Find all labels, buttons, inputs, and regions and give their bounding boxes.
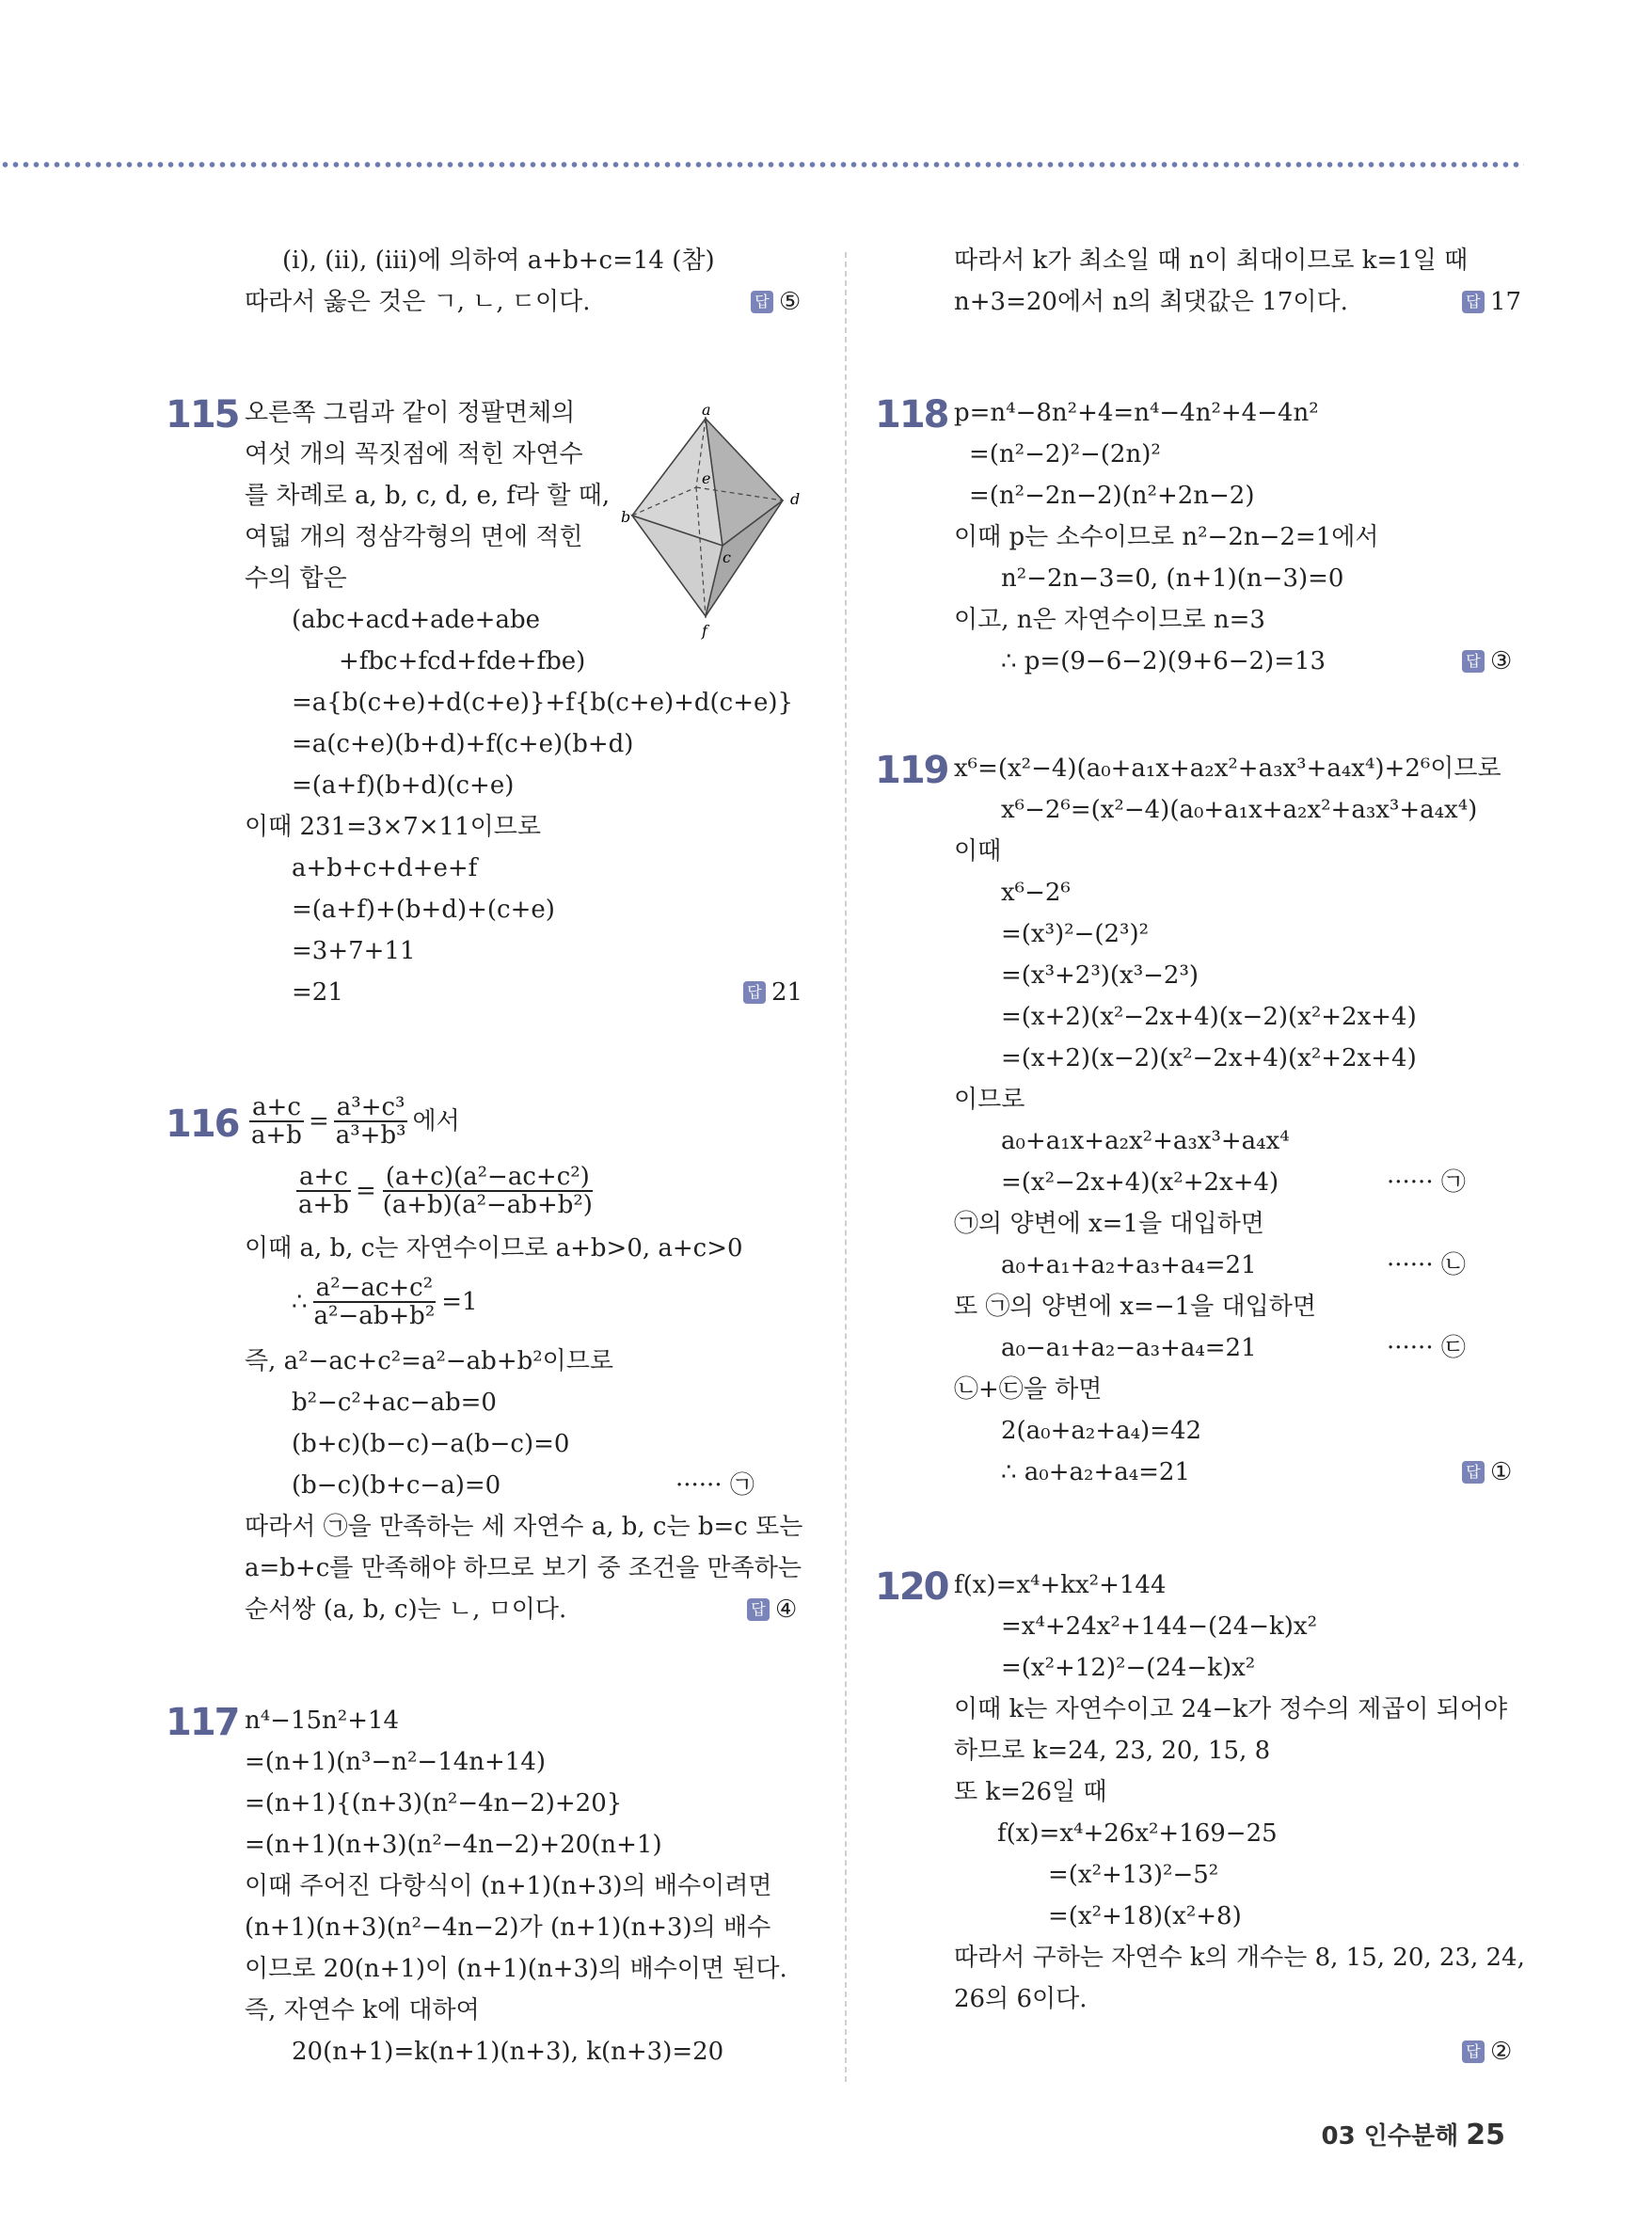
text-line: 이때	[954, 837, 1002, 865]
text-line: ㉡+㉢을 하면	[954, 1375, 1103, 1404]
vertex-label-d: d	[790, 490, 801, 508]
fraction	[295, 1164, 352, 1218]
page-footer	[1322, 2117, 1505, 2152]
text-line: =(n²−2)²−(2n)²	[969, 440, 1161, 468]
text-line: b²−c²+ac−ab=0	[292, 1389, 497, 1417]
text-line: a=b+c를 만족해야 하므로 보기 중 조건을 만족하는	[245, 1554, 802, 1582]
text-line: 따라서 옳은 것은 ㄱ, ㄴ, ㄷ이다.	[245, 288, 591, 316]
answer-label: 답	[1462, 1461, 1485, 1484]
text-line: 또 ㉠의 양변에 x=−1을 대입하면	[954, 1293, 1316, 1321]
text-line: 이고, n은 자연수이므로 n=3	[954, 606, 1265, 634]
text-line: (n+1)(n+3)(n²−4n−2)가 (n+1)(n+3)의 배수	[245, 1913, 771, 1942]
octahedron-diagram	[621, 405, 828, 649]
text-line: x⁶−2⁶	[1001, 879, 1071, 907]
answer-value: 21	[771, 978, 803, 1007]
page-number: 25	[1466, 2119, 1505, 2152]
text-line: a₀+a₁x+a₂x²+a₃x³+a₄x⁴	[1001, 1127, 1290, 1155]
text-line: 이므로 20(n+1)이 (n+1)(n+3)의 배수이면 된다.	[245, 1955, 787, 1983]
text-line: x⁶=(x²−4)(a₀+a₁x+a₂x²+a₃x³+a₄x⁴)+2⁶이므로	[954, 754, 1501, 783]
answer-label: 답	[1462, 291, 1485, 313]
text-line: =(x³)²−(2³)²	[1001, 920, 1150, 948]
answer-label: 답	[1462, 2040, 1485, 2063]
fraction	[248, 1094, 305, 1149]
answer-label: 답	[747, 1598, 770, 1621]
problem-number: 119	[875, 749, 948, 792]
text-line: 여덟 개의 정삼각형의 면에 적힌	[245, 523, 583, 551]
text-line: =x⁴+24x²+144−(24−k)x²	[1001, 1612, 1318, 1641]
text-line: =a(c+e)(b+d)+f(c+e)(b+d)	[292, 730, 634, 758]
text-line: ∴ a₀+a₂+a₄=21	[1001, 1458, 1191, 1486]
problem-number: 117	[166, 1701, 239, 1744]
text-line: =(x³+2³)(x³−2³)	[1001, 961, 1199, 990]
answer-value: ④	[775, 1596, 798, 1624]
answer-label: 답	[743, 981, 766, 1004]
denominator: a³+b³	[335, 1121, 406, 1150]
text-line: +fbc+fcd+fde+fbe)	[339, 647, 586, 675]
answer-value: ⑤	[779, 288, 802, 316]
text-line: =(a+f)(b+d)(c+e)	[292, 771, 515, 800]
answer-value: ②	[1490, 2038, 1513, 2066]
text-line: n⁴−15n²+14	[245, 1707, 400, 1735]
text-line: =(n²−2n−2)(n²+2n−2)	[969, 482, 1255, 510]
problem-number: 120	[875, 1565, 948, 1609]
text-line: =(x²+13)²−5²	[1048, 1861, 1219, 1889]
answer-value: 17	[1490, 288, 1522, 316]
answer-badge	[1462, 647, 1512, 675]
text-line: 순서쌍 (a, b, c)는 ㄴ, ㅁ이다.	[245, 1596, 567, 1624]
text-tail: 에서	[412, 1107, 460, 1135]
numerator: a+c	[296, 1164, 351, 1192]
text-line: ∴ p=(9−6−2)(9+6−2)=13	[1001, 647, 1326, 675]
text-line: 즉, a²−ac+c²=a²−ab+b²이므로	[245, 1347, 614, 1375]
text-line: =(n+1)(n³−n²−14n+14)	[245, 1748, 547, 1776]
vertex-label-c: c	[723, 548, 731, 566]
answer-label: 답	[751, 291, 773, 313]
text-line: a₀−a₁+a₂−a₃+a₄=21	[1001, 1334, 1257, 1362]
vertex-label-f: f	[702, 622, 707, 640]
text-line: 따라서 k가 최소일 때 n이 최대이므로 k=1일 때	[954, 246, 1469, 275]
fraction-line	[245, 1095, 460, 1148]
equals-sign: =	[355, 1177, 376, 1205]
text-line: =(n+1){(n+3)(n²−4n−2)+20}	[245, 1789, 623, 1818]
text-line: 를 차례로 a, b, c, d, e, f라 할 때,	[245, 482, 611, 510]
column-divider	[845, 252, 847, 2082]
answer-value: ①	[1490, 1458, 1513, 1486]
text-line: (abc+acd+ade+abe	[292, 606, 540, 634]
text-line: 이때 k는 자연수이고 24−k가 정수의 제곱이 되어야	[954, 1695, 1508, 1723]
fraction-line	[292, 1276, 478, 1328]
answer-badge	[1462, 2038, 1512, 2066]
numerator: a²−ac+c²	[313, 1275, 437, 1303]
problem-number: 118	[875, 393, 948, 437]
equals-sign: =	[308, 1107, 329, 1135]
text-line: 26의 6이다.	[954, 1985, 1088, 2013]
text-line: 즉, 자연수 k에 대하여	[245, 1996, 480, 2025]
text-line: 20(n+1)=k(n+1)(n+3), k(n+3)=20	[292, 2038, 724, 2066]
text-line: =(a+f)+(b+d)+(c+e)	[292, 896, 555, 924]
fraction	[311, 1275, 438, 1329]
problem-number: 115	[166, 393, 239, 437]
text-line: 오른쪽 그림과 같이 정팔면체의	[245, 399, 576, 427]
answer-badge	[751, 288, 801, 316]
text-tail: =1	[441, 1288, 478, 1316]
equation-marker: ······ ㉠	[1387, 1168, 1466, 1197]
text-line: =a{b(c+e)+d(c+e)}+f{b(c+e)+d(c+e)}	[292, 689, 794, 717]
text-line: =3+7+11	[292, 937, 416, 965]
answer-badge	[1462, 1458, 1512, 1486]
fraction	[333, 1094, 409, 1149]
answer-badge	[743, 978, 802, 1007]
text-line: =(x+2)(x²−2x+4)(x−2)(x²+2x+4)	[1001, 1003, 1417, 1031]
answer-badge	[1462, 288, 1521, 316]
text-line: =(x²+12)²−(24−k)x²	[1001, 1654, 1256, 1682]
vertex-label-e: e	[702, 469, 711, 487]
text-line: 이때 주어진 다항식이 (n+1)(n+3)의 배수이려면	[245, 1872, 772, 1900]
dotted-header-rule	[0, 160, 1524, 169]
answer-badge	[747, 1596, 797, 1624]
text-line: (b+c)(b−c)−a(b−c)=0	[292, 1430, 570, 1458]
equation-marker: ······ ㉡	[1387, 1251, 1466, 1279]
text-line: 이때 a, b, c는 자연수이므로 a+b>0, a+c>0	[245, 1234, 743, 1262]
text-line: =(x²+18)(x²+8)	[1048, 1902, 1242, 1930]
numerator: (a+c)(a²−ac+c²)	[383, 1164, 593, 1192]
text-line: 이때 231=3×7×11이므로	[245, 813, 541, 841]
denominator: (a+b)(a²−ab+b²)	[382, 1191, 593, 1219]
text-line: ㉠의 양변에 x=1을 대입하면	[954, 1210, 1264, 1238]
answer-value: ③	[1490, 647, 1513, 675]
text-line: 하므로 k=24, 23, 20, 15, 8	[954, 1737, 1271, 1765]
denominator: a+b	[298, 1191, 349, 1219]
text-line: (b−c)(b+c−a)=0	[292, 1471, 501, 1500]
answer-label: 답	[1462, 650, 1485, 673]
text-line: x⁶−2⁶=(x²−4)(a₀+a₁x+a₂x²+a₃x³+a₄x⁴)	[1001, 796, 1478, 824]
text-line: =(x²−2x+4)(x²+2x+4)	[1001, 1168, 1279, 1197]
denominator: a+b	[251, 1121, 302, 1150]
text-line: 이때 p는 소수이므로 n²−2n−2=1에서	[954, 523, 1379, 551]
text-line: 또 k=26일 때	[954, 1778, 1107, 1806]
chapter-title: 03 인수분해	[1321, 2122, 1459, 2151]
text-line: 2(a₀+a₂+a₄)=42	[1001, 1417, 1202, 1445]
therefore-sign: ∴	[292, 1288, 308, 1316]
text-line: f(x)=x⁴+kx²+144	[954, 1571, 1167, 1599]
fraction	[380, 1164, 596, 1218]
numerator: a+c	[249, 1094, 304, 1122]
text-line: =21	[292, 978, 343, 1007]
vertex-label-b: b	[621, 508, 631, 526]
equation-marker: ······ ㉢	[1387, 1334, 1466, 1362]
text-line: (ⅰ), (ⅱ), (ⅲ)에 의하여 a+b+c=14 (참)	[282, 246, 715, 275]
text-line: a+b+c+d+e+f	[292, 854, 478, 882]
equation-marker: ······ ㉠	[675, 1471, 755, 1500]
text-line: =(n+1)(n+3)(n²−4n−2)+20(n+1)	[245, 1831, 662, 1859]
text-line: 따라서 구하는 자연수 k의 개수는 8, 15, 20, 23, 24,	[954, 1944, 1525, 1972]
denominator: a²−ab+b²	[313, 1302, 436, 1330]
text-line: f(x)=x⁴+26x²+169−25	[997, 1819, 1278, 1848]
text-line: 이므로	[954, 1086, 1025, 1114]
numerator: a³+c³	[334, 1094, 408, 1122]
text-line: =(x+2)(x−2)(x²−2x+4)(x²+2x+4)	[1001, 1044, 1417, 1072]
text-line: n+3=20에서 n의 최댓값은 17이다.	[954, 288, 1348, 316]
text-line: 따라서 ㉠을 만족하는 세 자연수 a, b, c는 b=c 또는	[245, 1513, 803, 1541]
text-line: 여섯 개의 꼭짓점에 적힌 자연수	[245, 440, 583, 468]
text-line: p=n⁴−8n²+4=n⁴−4n²+4−4n²	[954, 399, 1319, 427]
problem-number: 116	[166, 1103, 239, 1146]
text-line: 수의 합은	[245, 564, 347, 593]
text-line: n²−2n−3=0, (n+1)(n−3)=0	[1001, 564, 1344, 593]
vertex-label-a: a	[702, 405, 711, 419]
fraction-line	[292, 1165, 599, 1217]
text-line: a₀+a₁+a₂+a₃+a₄=21	[1001, 1251, 1257, 1279]
